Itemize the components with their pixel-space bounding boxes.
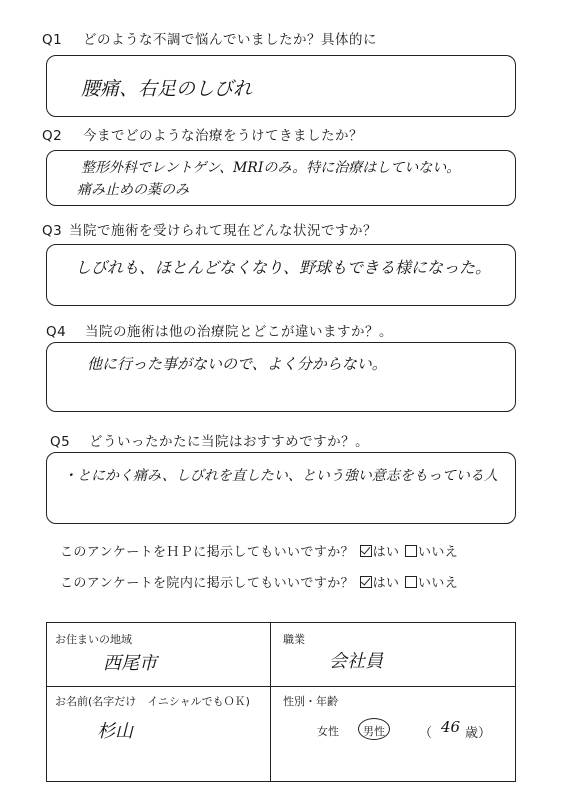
answer-box-4 bbox=[46, 342, 516, 412]
question-label: Q3 bbox=[42, 223, 63, 239]
divider bbox=[47, 686, 515, 687]
divider bbox=[270, 623, 271, 781]
answer-box-5 bbox=[46, 452, 516, 524]
no-label: いいえ bbox=[417, 545, 459, 560]
question-3 bbox=[42, 219, 377, 239]
consent-clinic bbox=[60, 572, 458, 591]
yes-label: はい bbox=[372, 545, 400, 560]
question-label: Q1 bbox=[42, 32, 63, 48]
area-value: 西尾市 bbox=[103, 653, 157, 674]
checkbox-no[interactable] bbox=[405, 576, 417, 588]
question-label: Q4 bbox=[46, 324, 67, 340]
checkbox-yes[interactable] bbox=[360, 576, 372, 588]
answer-handwriting: しびれも、ほとんどなくなり、野球もできる様になった。 bbox=[75, 258, 492, 277]
answer-box-2 bbox=[46, 150, 516, 206]
age-value: 46 bbox=[441, 718, 461, 736]
answer-handwriting: ・とにかく痛み、しびれを直したい、という強い意志をもっている人 bbox=[63, 468, 498, 484]
question-text: どのような不調で悩んでいましたか？具体的に bbox=[83, 32, 378, 48]
question-label: Q5 bbox=[50, 434, 71, 450]
question-text: 当院で施術を受けられて現在どんな状況ですか？ bbox=[69, 223, 378, 239]
answer-handwriting: 他に行った事がないので、よく分からない。 bbox=[87, 355, 387, 373]
answer-box-1 bbox=[46, 55, 516, 117]
area-label: お住まいの地域 bbox=[55, 633, 132, 646]
no-label: いいえ bbox=[417, 576, 459, 591]
answer-handwriting: 痛み止めの薬のみ bbox=[77, 182, 189, 198]
checkbox-no[interactable] bbox=[405, 545, 417, 557]
name-label: お名前(名字だけ イニシャルでもＯＫ) bbox=[55, 695, 250, 708]
question-2 bbox=[42, 124, 363, 144]
consent-hp bbox=[60, 541, 458, 560]
yes-label: はい bbox=[372, 576, 400, 591]
question-text: 当院の施術は他の治療院とどこが違いますか？。 bbox=[85, 324, 394, 340]
male-option: 男性 bbox=[363, 725, 385, 738]
answer-handwriting: 整形外科でレントゲン、MRIのみ。特に治療はしていない。 bbox=[81, 160, 461, 176]
male-circle bbox=[358, 718, 390, 740]
question-text: どういったかたに当院はおすすめですか？。 bbox=[89, 434, 370, 450]
question-1 bbox=[42, 28, 377, 48]
consent-text: このアンケートをＨＰに掲示してもいいですか？ bbox=[60, 545, 355, 560]
question-5 bbox=[50, 430, 369, 450]
question-label: Q2 bbox=[42, 128, 63, 144]
answer-handwriting: 腰痛、右足のしびれ bbox=[81, 78, 253, 100]
respondent-info-table bbox=[46, 622, 516, 782]
job-label: 職業 bbox=[283, 633, 305, 646]
age-unit: 歳） bbox=[465, 726, 492, 741]
consent-text: このアンケートを院内に掲示してもいいですか？ bbox=[60, 576, 355, 591]
age-open: （ bbox=[419, 726, 433, 741]
name-value: 杉山 bbox=[97, 721, 133, 742]
question-text: 今までどのような治療をうけてきましたか？ bbox=[83, 128, 364, 144]
checkbox-yes[interactable] bbox=[360, 545, 372, 557]
female-option: 女性 bbox=[317, 725, 339, 738]
job-value: 会社員 bbox=[329, 651, 383, 672]
answer-box-3 bbox=[46, 244, 516, 306]
gender-age-label: 性別・年齢 bbox=[283, 695, 338, 708]
question-4 bbox=[46, 320, 393, 340]
